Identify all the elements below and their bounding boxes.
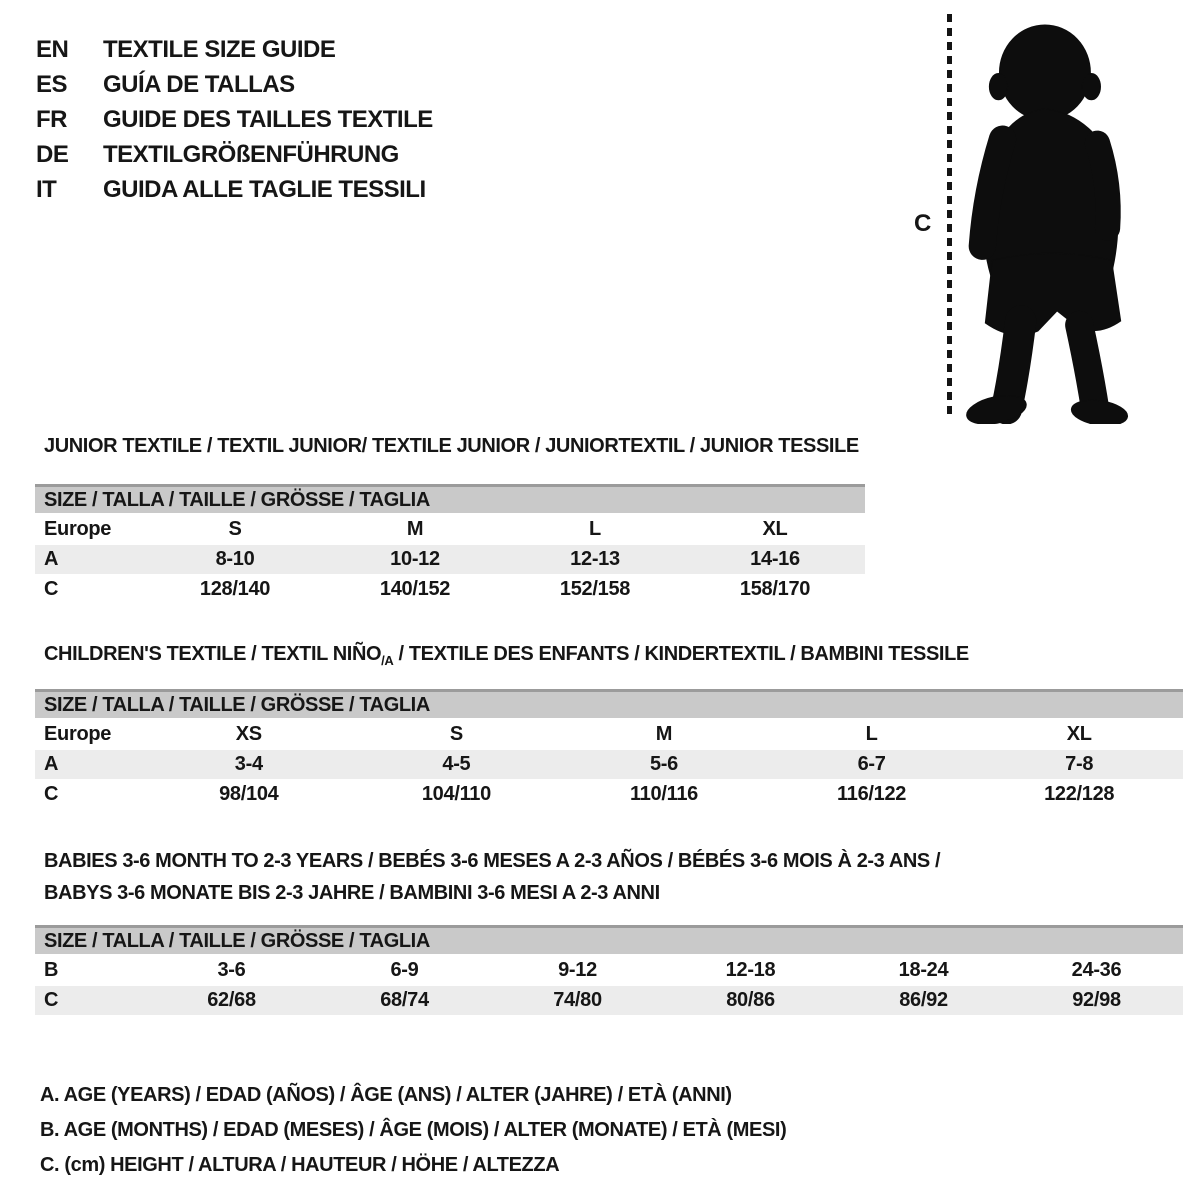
language-row-es xyxy=(36,67,433,102)
table-cell: 110/116 xyxy=(629,783,698,805)
language-row-fr xyxy=(36,102,433,137)
table-cell: 8-10 xyxy=(215,548,255,570)
table-cell: 86/92 xyxy=(899,989,948,1011)
table-cell: S xyxy=(449,723,463,745)
guide-title-it: GUIDA ALLE TAGLIE TESSILI xyxy=(103,175,426,203)
table-cell: L xyxy=(589,518,601,540)
table-cell: 152/158 xyxy=(559,578,631,600)
babies-section-title xyxy=(44,845,940,909)
table-row xyxy=(35,515,865,544)
table-cell: 128/140 xyxy=(199,578,271,600)
table-cell: XL xyxy=(1066,723,1092,745)
height-measure-label: C xyxy=(914,210,932,237)
table-cell: 3-6 xyxy=(217,959,246,981)
children-title-subscript: /A xyxy=(381,653,394,668)
table-cell: M xyxy=(406,518,424,540)
table-cell: 14-16 xyxy=(750,548,800,570)
row-label: A xyxy=(44,753,59,775)
table-cell: 5-6 xyxy=(649,753,678,775)
table-row xyxy=(35,956,1183,985)
language-code: IT xyxy=(36,175,57,203)
table-cell: L xyxy=(865,723,878,745)
table-cell: 3-4 xyxy=(234,753,263,775)
table-cell: XS xyxy=(235,723,262,745)
guide-title-de: TEXTILGRÖßENFÜHRUNG xyxy=(103,140,399,168)
table-cell: M xyxy=(655,723,673,745)
language-code: EN xyxy=(36,35,69,63)
language-row-de xyxy=(36,137,433,172)
size-header-bar: SIZE / TALLA / TAILLE / GRÖSSE / TAGLIA xyxy=(35,689,1183,718)
table-cell: 92/98 xyxy=(1072,989,1121,1011)
row-label: Europe xyxy=(44,723,112,745)
table-cell: 10-12 xyxy=(390,548,440,570)
table-row xyxy=(35,986,1183,1015)
language-row-en xyxy=(36,32,433,67)
table-cell: S xyxy=(228,518,242,540)
language-code: ES xyxy=(36,70,68,98)
legend-line-c: C. (cm) HEIGHT / ALTURA / HAUTEUR / HÖHE / ALTEZZA xyxy=(40,1154,560,1176)
children-size-table xyxy=(35,689,1183,810)
table-cell: 6-7 xyxy=(857,753,886,775)
babies-title-line2: BABYS 3-6 MONATE BIS 2-3 JAHRE / BAMBINI 3-6 MESI A 2-3 ANNI xyxy=(44,882,660,904)
row-label: B xyxy=(44,959,59,981)
guide-title-fr: GUIDE DES TAILLES TEXTILE xyxy=(103,105,433,133)
table-cell: 140/152 xyxy=(379,578,451,600)
babies-size-table xyxy=(35,925,1183,1016)
table-cell: 9-12 xyxy=(558,959,597,981)
table-cell: 158/170 xyxy=(739,578,811,600)
table-cell: 62/68 xyxy=(207,989,256,1011)
table-row xyxy=(35,780,1183,809)
children-title-before: CHILDREN'S TEXTILE / TEXTIL NIÑO xyxy=(44,643,382,665)
table-cell: 7-8 xyxy=(1065,753,1094,775)
junior-table-rows xyxy=(35,515,865,604)
junior-section-title: JUNIOR TEXTILE / TEXTIL JUNIOR/ TEXTILE JUNIOR / JUNIORTEXTIL / JUNIOR TESSILE xyxy=(44,435,859,457)
table-row xyxy=(35,720,1183,749)
table-row xyxy=(35,575,865,604)
table-row xyxy=(35,750,1183,779)
row-label: C xyxy=(44,578,59,600)
table-cell: 74/80 xyxy=(553,989,602,1011)
babies-table-rows xyxy=(35,956,1183,1015)
table-cell: 122/128 xyxy=(1044,783,1115,805)
table-cell: 18-24 xyxy=(898,959,949,981)
row-label: A xyxy=(44,548,59,570)
language-code: DE xyxy=(36,140,69,168)
table-cell: 98/104 xyxy=(219,783,279,805)
guide-title-es: GUÍA DE TALLAS xyxy=(103,70,295,98)
table-cell: 104/110 xyxy=(421,783,491,805)
toddler-silhouette-icon xyxy=(956,20,1148,424)
table-cell: 12-13 xyxy=(570,548,620,570)
legend-line-b: B. AGE (MONTHS) / EDAD (MESES) / ÂGE (MOIS) / ALTER (MONATE) / ETÀ (MESI) xyxy=(40,1119,787,1141)
language-title-list xyxy=(36,32,433,207)
table-cell: 80/86 xyxy=(726,989,775,1011)
children-table-rows xyxy=(35,720,1183,809)
row-label: Europe xyxy=(44,518,112,540)
size-header-bar: SIZE / TALLA / TAILLE / GRÖSSE / TAGLIA xyxy=(35,925,1183,954)
size-header-bar: SIZE / TALLA / TAILLE / GRÖSSE / TAGLIA xyxy=(35,484,865,513)
table-cell: 24-36 xyxy=(1071,959,1122,981)
row-label: C xyxy=(44,989,59,1011)
table-cell: 68/74 xyxy=(380,989,429,1011)
children-section-title xyxy=(44,642,969,673)
legend-line-a: A. AGE (YEARS) / EDAD (AÑOS) / ÂGE (ANS) / ALTER (JAHRE) / ETÀ (ANNI) xyxy=(40,1084,732,1106)
table-cell: 4-5 xyxy=(442,753,471,775)
legend xyxy=(40,1078,786,1183)
guide-title-en: TEXTILE SIZE GUIDE xyxy=(103,35,336,63)
table-cell: 6-9 xyxy=(390,959,419,981)
table-row xyxy=(35,545,865,574)
junior-size-table xyxy=(35,484,865,605)
babies-title-line1: BABIES 3-6 MONTH TO 2-3 YEARS / BEBÉS 3-6 MESES A 2-3 AÑOS / BÉBÉS 3-6 MOIS À 2-3 ANS / xyxy=(44,850,941,872)
language-code: FR xyxy=(36,105,67,133)
table-cell: 116/122 xyxy=(837,783,907,805)
language-row-it xyxy=(36,172,433,207)
table-cell: XL xyxy=(762,518,788,540)
height-measure-dashed-line xyxy=(947,14,952,416)
children-title-after: / TEXTILE DES ENFANTS / KINDERTEXTIL / BAMBINI TESSILE xyxy=(393,643,969,665)
row-label: C xyxy=(44,783,59,805)
table-cell: 12-18 xyxy=(725,959,776,981)
